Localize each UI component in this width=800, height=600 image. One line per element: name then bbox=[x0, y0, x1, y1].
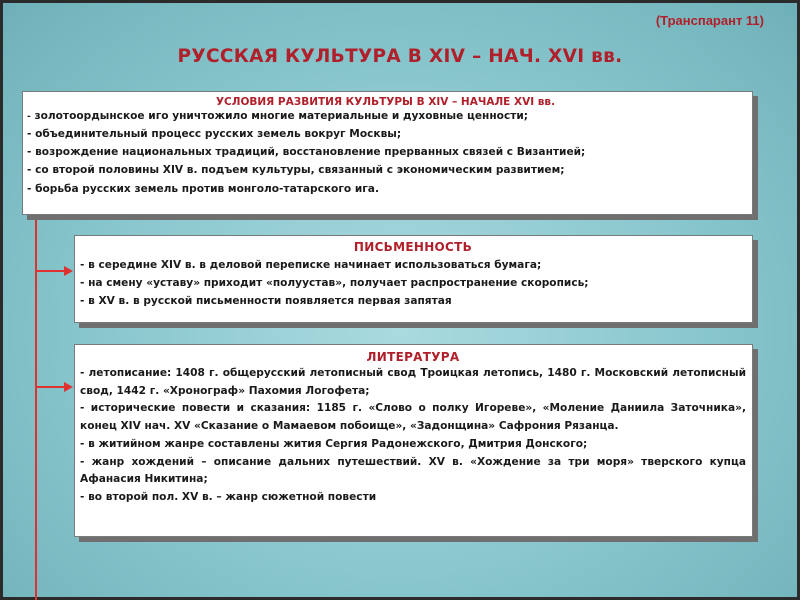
conditions-item: - борьба русских земель против монголо-татарского ига. bbox=[27, 182, 379, 195]
conditions-title: УСЛОВИЯ РАЗВИТИЯ КУЛЬТУРЫ В XIV – НАЧАЛЕ XVI вв. bbox=[215, 96, 556, 108]
literature-item: - во второй пол. XV в. – жанр сюжетной повести bbox=[80, 490, 377, 503]
literature-item: - в житийном жанре составлены жития Сергия Радонежского, Дмитрия Донского; bbox=[80, 437, 588, 450]
writing-box bbox=[74, 235, 753, 323]
transparant-label: (Транспарант 11) bbox=[655, 13, 764, 28]
connector-branch-writing bbox=[35, 270, 65, 272]
conditions-item: - золотоордынское иго уничтожило многие материальные и духовные ценности; bbox=[27, 110, 529, 122]
arrow-literature-icon bbox=[64, 382, 73, 392]
writing-item: - в середине XIV в. в деловой переписке начинает использоваться бумага; bbox=[80, 259, 542, 271]
literature-item: - исторические повести и сказания: 1185 г. «Слово о полку Игореве», «Моление Даниила Заточника», конец XIV нач. XV «Сказание о Мамаевом побоище», «Задонщина» Сафрония Рязанца. bbox=[80, 402, 746, 433]
arrow-writing-icon bbox=[64, 266, 73, 276]
page-title: РУССКАЯ КУЛЬТУРА В XIV – НАЧ. XVI вв. bbox=[177, 46, 623, 67]
connector-vertical-line bbox=[35, 215, 37, 600]
literature-box bbox=[74, 344, 753, 537]
connector-branch-literature bbox=[35, 386, 65, 388]
writing-item: - на смену «уставу» приходит «полуустав», получает распространение скоропись; bbox=[80, 277, 589, 290]
conditions-item: - со второй половины XIV в. подъем культуры, связанный с экономическим развитием; bbox=[27, 164, 565, 177]
conditions-first-dash: - bbox=[27, 112, 31, 122]
conditions-item: - объединительный процесс русских земель вокруг Москвы; bbox=[27, 128, 402, 140]
literature-text bbox=[80, 365, 746, 507]
literature-item: - летописание: 1408 г. общерусский летописный свод Троицкая летопись, 1480 г. Московский летописный свод, 1442 г. «Хронограф» Пахомия Логофета; bbox=[80, 367, 746, 397]
literature-item: - жанр хождений – описание дальних путешествий. XV в. «Хождение за три моря» тверского купца Афанасия Никитина; bbox=[80, 455, 746, 486]
writing-item: - в XV в. в русской письменности появляется первая запятая bbox=[80, 295, 452, 308]
conditions-item: - возрождение национальных традиций, восстановление прерванных связей с Византией; bbox=[27, 146, 586, 159]
writing-title: ПИСЬМЕННОСТЬ bbox=[353, 240, 473, 254]
literature-title: ЛИТЕРАТУРА bbox=[366, 350, 460, 364]
conditions-box bbox=[22, 91, 753, 215]
